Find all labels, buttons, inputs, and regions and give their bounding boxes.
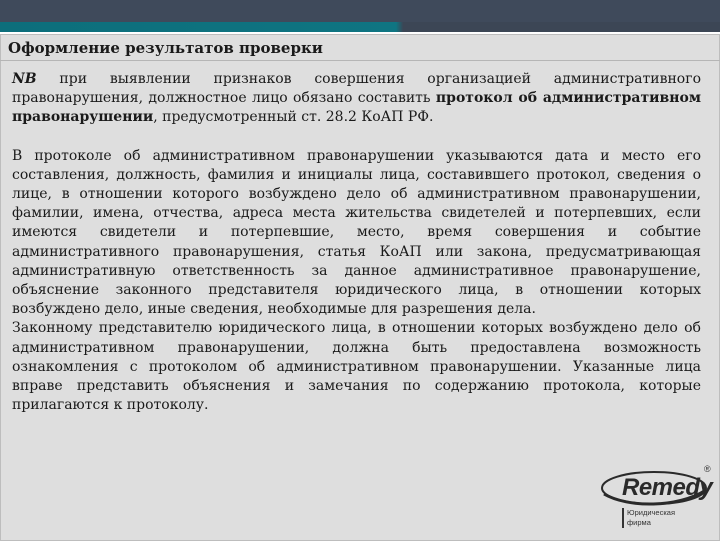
remedy-logo xyxy=(598,464,716,540)
slide-body xyxy=(12,70,701,415)
logo-wordmark: Remedy xyxy=(622,474,713,501)
protocol-term: протокол об административном правонарушении xyxy=(12,90,702,126)
header-accent-stripe xyxy=(0,22,720,32)
header-bar xyxy=(0,0,720,22)
paragraph-protocol-contents: В протоколе об административном правонарушении указываются дата и место его составления, должность, фамилия и инициалы лица, составившего протокол, сведения о лице, в отношении которого возбуждено дело об административном правонарушении, фамилии, имена, отчества, адреса места жительства свидетелей и потерпевших, если имеются свидетели и потерпевшие, место, время совершения и событие административного правонарушения, статья КоАП или закона, предусматривающая административную ответственность за данное административное правонарушение, объяснение законного представителя юридического лица, в отношении которых возбуждено дело, иные сведения, необходимые для разрешения дела. xyxy=(12,147,701,318)
slide-title: Оформление результатов проверки xyxy=(8,39,323,57)
paragraph-nb xyxy=(12,70,701,128)
paragraph-nb-text-b: , предусмотренный ст. 28.2 КоАП РФ. xyxy=(153,109,434,126)
paragraph-nb-text-a: при выявлении признаков совершения организацией административного правонарушения, должностное лицо обязано составить xyxy=(12,71,701,107)
paragraph-representative-rights: Законному представителю юридического лица, в отношении которых возбуждено дело об административном правонарушении, должна быть предоставлена возможность ознакомления с протоколом об административном правонарушении. Указанные лица вправе представить объяснения и замечания по содержанию протокола, которые прилагаются к протоколу. xyxy=(12,320,701,414)
nb-marker: NB xyxy=(12,71,37,87)
title-divider xyxy=(0,60,720,61)
logo-subtitle: Юридическая фирма xyxy=(622,508,667,528)
logo-registered-mark: ® xyxy=(704,464,711,474)
